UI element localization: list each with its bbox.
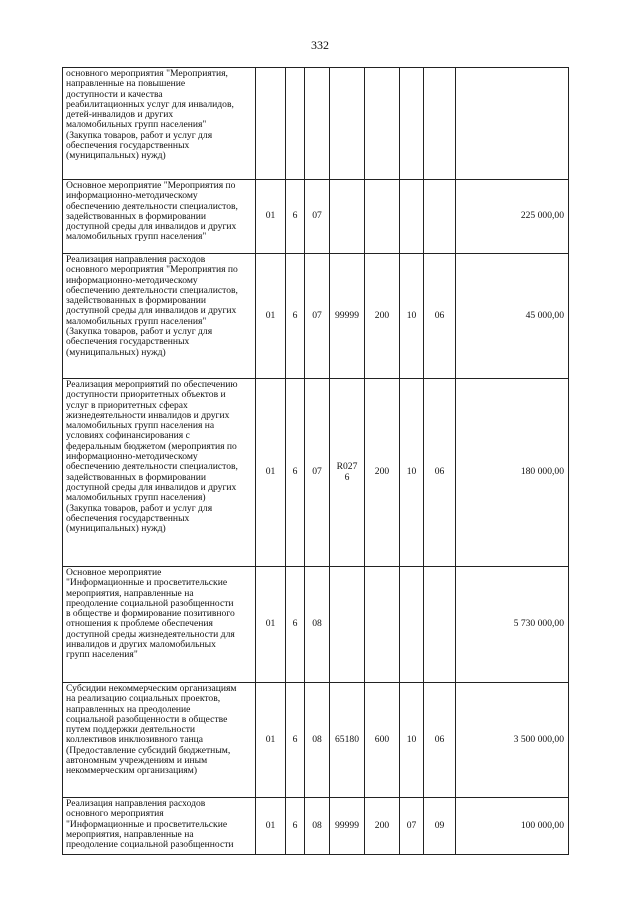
expense-direction-code [330,567,365,683]
row-description: Реализация направления расходов основного мероприятия "Мероприятия по информационно-методическому обеспечению деятельности специалистов, задействованных в формировании доступной среды для инвалидов и других маломобильных групп населения" (Закупка товаров, работ и услуг для обеспечения государственных (муниципальных) нужд) [63,254,256,379]
program-code: 01 [256,798,286,855]
table-row [63,567,569,683]
subprogram-code: 6 [286,798,305,855]
page-number: 332 [311,38,329,52]
amount: 45 000,00 [456,254,569,379]
expense-direction-code [330,68,365,180]
subsection-code: 06 [424,683,456,798]
main-event-code: 08 [305,683,330,798]
expense-direction-code: 99999 [330,254,365,379]
row-description: Основное мероприятие "Информационные и просветительские мероприятия, направленные на преодоление социальной разобщенности в обществе и формирование позитивного отношения к проблеме обеспечения доступной среды жизнедеятельности для инвалидов и других маломобильных групп населения" [63,567,256,683]
section-code [400,567,424,683]
row-description: Реализация мероприятий по обеспечению доступности приоритетных объектов и услуг в приоритетных сферах жизнедеятельности инвалидов и других маломобильных групп населения на условиях софинансирования с федеральным бюджетом (мероприятия по информационно-методическому обеспечению деятельности специалистов, задействованных в формировании доступной среды для инвалидов и других маломобильных групп населения) (Закупка товаров, работ и услуг для обеспечения государственных (муниципальных) нужд) [63,379,256,567]
subprogram-code: 6 [286,254,305,379]
program-code: 01 [256,379,286,567]
expense-type-code [365,68,400,180]
table-row [63,180,569,254]
section-code: 10 [400,254,424,379]
subsection-code [424,567,456,683]
main-event-code [305,68,330,180]
section-code: 07 [400,798,424,855]
table-row [63,254,569,379]
expense-direction-code: R027 6 [330,379,365,567]
main-event-code: 07 [305,379,330,567]
subprogram-code: 6 [286,567,305,683]
table-row [63,68,569,180]
amount: 3 500 000,00 [456,683,569,798]
section-code [400,68,424,180]
subsection-code [424,180,456,254]
amount: 225 000,00 [456,180,569,254]
subsection-code: 06 [424,254,456,379]
expense-direction-code: 65180 [330,683,365,798]
expense-direction-code: 99999 [330,798,365,855]
table-body [63,68,569,855]
main-event-code: 07 [305,254,330,379]
section-code: 10 [400,683,424,798]
table-row [63,683,569,798]
amount: 100 000,00 [456,798,569,855]
expense-type-code: 200 [365,254,400,379]
subprogram-code: 6 [286,180,305,254]
program-code: 01 [256,683,286,798]
expense-type-code [365,567,400,683]
amount [456,68,569,180]
table-row [63,798,569,855]
expense-type-code [365,180,400,254]
program-code: 01 [256,254,286,379]
main-event-code: 08 [305,798,330,855]
subsection-code: 06 [424,379,456,567]
section-code: 10 [400,379,424,567]
subsection-code: 09 [424,798,456,855]
budget-table [62,67,569,855]
amount: 5 730 000,00 [456,567,569,683]
row-description: Реализация направления расходов основного мероприятия "Информационные и просветительские мероприятия, направленные на преодоление социальной разобщенности [63,798,256,855]
row-description: Основное мероприятие "Мероприятия по информационно-методическому обеспечению деятельности специалистов, задействованных в формировании доступной среды для инвалидов и других маломобильных групп населения" [63,180,256,254]
subprogram-code: 6 [286,683,305,798]
expense-type-code: 200 [365,798,400,855]
main-event-code: 08 [305,567,330,683]
amount: 180 000,00 [456,379,569,567]
row-description: Субсидии некоммерческим организациям на реализацию социальных проектов, направленных на преодоление социальной разобщенности в обществе путем поддержки деятельности коллективов инклюзивного танца (Предоставление субсидий бюджетным, автономным учреждениям и иным некоммерческим организациям) [63,683,256,798]
expense-type-code: 200 [365,379,400,567]
row-description: основного мероприятия "Мероприятия, направленные на повышение доступности и качества реабилитационных услуг для инвалидов, детей-инвалидов и других маломобильных групп населения" (Закупка товаров, работ и услуг для обеспечения государственных (муниципальных) нужд) [63,68,256,180]
section-code [400,180,424,254]
table-row [63,379,569,567]
program-code: 01 [256,180,286,254]
subprogram-code [286,68,305,180]
subsection-code [424,68,456,180]
expense-direction-code [330,180,365,254]
main-event-code: 07 [305,180,330,254]
program-code [256,68,286,180]
expense-type-code: 600 [365,683,400,798]
program-code: 01 [256,567,286,683]
subprogram-code: 6 [286,379,305,567]
